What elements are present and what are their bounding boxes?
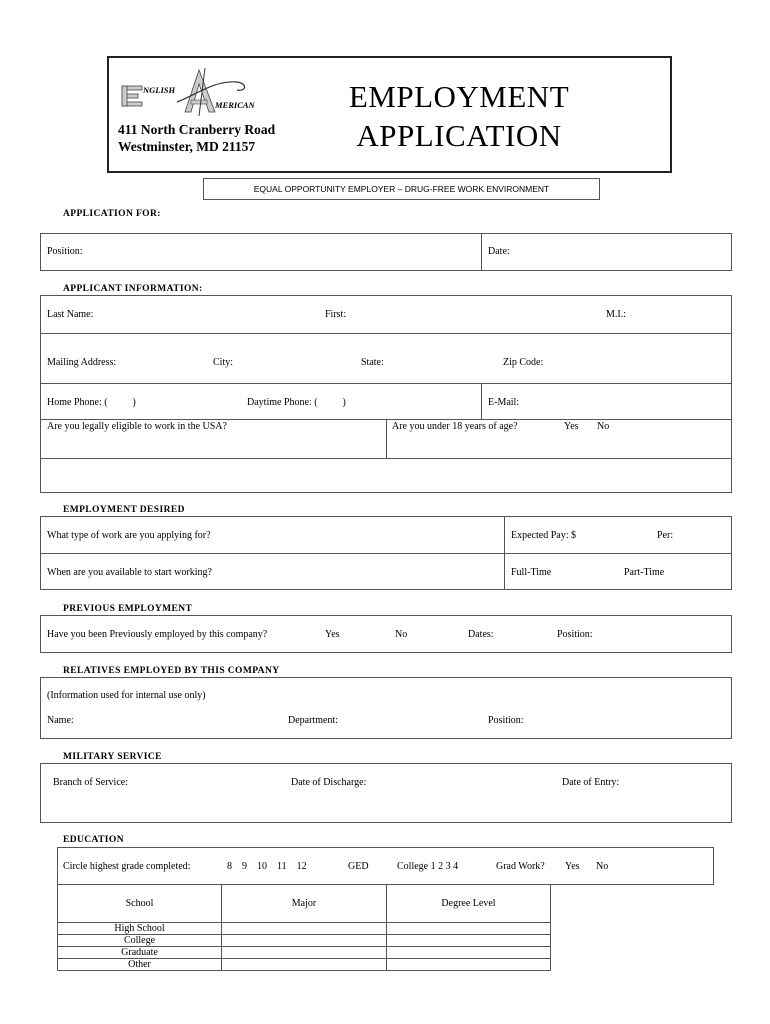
major-cell[interactable]: [222, 935, 387, 947]
application-for-heading: APPLICATION FOR:: [63, 209, 161, 219]
previous-dates-field[interactable]: Dates:: [468, 629, 494, 640]
pay-per-field[interactable]: Per:: [657, 530, 674, 541]
company-logo: [119, 66, 279, 118]
relatives-box: [40, 677, 732, 739]
date-field[interactable]: Date:: [488, 246, 510, 257]
zip-code-field[interactable]: Zip Code:: [503, 357, 544, 368]
part-time-option[interactable]: Part-Time: [624, 567, 665, 578]
relative-position-field[interactable]: Position:: [488, 715, 524, 726]
table-row: [58, 947, 551, 959]
military-box: [40, 763, 732, 823]
city-field[interactable]: City:: [213, 357, 234, 368]
degree-cell[interactable]: [387, 923, 551, 935]
divider: [481, 233, 482, 271]
previous-employment-question: Have you been Previously employed by this company?: [47, 629, 268, 640]
previous-position-field[interactable]: Position:: [557, 629, 593, 640]
email-field[interactable]: E-Mail:: [488, 397, 520, 408]
grade-label: Circle highest grade completed:: [63, 861, 191, 872]
under-18-question: Are you under 18 years of age?: [392, 421, 518, 432]
divider: [481, 383, 482, 419]
address-line-2: Westminster, MD 21157: [118, 139, 256, 154]
state-field[interactable]: State:: [361, 357, 384, 368]
ged-option[interactable]: GED: [348, 861, 369, 872]
branch-of-service-field[interactable]: Branch of Service:: [53, 777, 128, 788]
daytime-phone-field[interactable]: Daytime Phone: ( ): [247, 397, 346, 408]
start-availability-field[interactable]: When are you available to start working?: [47, 567, 212, 578]
degree-cell[interactable]: [387, 935, 551, 947]
row-label-college: College: [58, 935, 222, 947]
last-name-field[interactable]: Last Name:: [47, 309, 94, 320]
table-row: [58, 959, 551, 971]
major-cell[interactable]: [222, 959, 387, 971]
table-row: [58, 923, 551, 935]
relative-department-field[interactable]: Department:: [288, 715, 338, 726]
column-header-school: School: [58, 885, 222, 923]
grad-work-no-option[interactable]: No: [596, 861, 609, 872]
military-heading: MILITARY SERVICE: [63, 752, 162, 762]
divider: [40, 553, 732, 554]
divider: [504, 516, 505, 590]
header-box: [107, 56, 672, 173]
college-years-option[interactable]: College 1 2 3 4: [397, 861, 459, 872]
expected-pay-field[interactable]: Expected Pay: $: [511, 530, 576, 541]
column-header-degree-level: Degree Level: [387, 885, 551, 923]
mailing-address-field[interactable]: Mailing Address:: [47, 357, 117, 368]
middle-initial-field[interactable]: M.I.:: [606, 309, 626, 320]
address-line-1: 411 North Cranberry Road: [118, 122, 276, 137]
logo-word-american: MERICAN: [215, 100, 255, 110]
divider: [40, 333, 732, 334]
degree-cell[interactable]: [387, 947, 551, 959]
major-cell[interactable]: [222, 923, 387, 935]
applicant-info-heading: APPLICANT INFORMATION:: [63, 284, 203, 294]
row-label-high-school: High School: [58, 923, 222, 935]
position-field[interactable]: Position:: [47, 246, 83, 257]
divider: [40, 458, 732, 459]
application-for-box: [40, 233, 732, 271]
full-time-option[interactable]: Full-Time: [511, 567, 552, 578]
logo-word-english: NGLISH: [143, 85, 176, 95]
relatives-heading: RELATIVES EMPLOYED BY THIS COMPANY: [63, 666, 280, 676]
column-header-major: Major: [222, 885, 387, 923]
row-label-graduate: Graduate: [58, 947, 222, 959]
table-row: [58, 935, 551, 947]
relatives-note: (Information used for internal use only): [47, 690, 206, 701]
divider: [40, 383, 732, 384]
date-of-discharge-field[interactable]: Date of Discharge:: [291, 777, 367, 788]
grade-options[interactable]: 8 9 10 11 12: [227, 861, 307, 872]
home-phone-field[interactable]: Home Phone: ( ): [47, 397, 136, 408]
eligibility-question[interactable]: Are you legally eligible to work in the USA?: [47, 421, 227, 432]
work-type-field[interactable]: What type of work are you applying for?: [47, 530, 211, 541]
title-line-2: APPLICATION: [356, 118, 562, 153]
grad-work-question: Grad Work?: [496, 861, 545, 872]
eeo-banner: EQUAL OPPORTUNITY EMPLOYER – DRUG-FREE WORK ENVIRONMENT: [203, 178, 600, 200]
previous-employment-heading: PREVIOUS EMPLOYMENT: [63, 604, 193, 614]
education-heading: EDUCATION: [63, 835, 124, 845]
under-18-yes-option[interactable]: Yes: [564, 421, 579, 432]
employment-desired-heading: EMPLOYMENT DESIRED: [63, 505, 185, 515]
grad-work-yes-option[interactable]: Yes: [565, 861, 580, 872]
divider: [386, 419, 387, 458]
major-cell[interactable]: [222, 947, 387, 959]
under-18-no-option[interactable]: No: [597, 421, 610, 432]
table-header-row: [58, 885, 551, 923]
education-table: [57, 884, 551, 971]
title-line-1: EMPLOYMENT: [348, 79, 570, 114]
degree-cell[interactable]: [387, 959, 551, 971]
first-name-field[interactable]: First:: [325, 309, 347, 320]
previous-yes-option[interactable]: Yes: [325, 629, 340, 640]
previous-no-option[interactable]: No: [395, 629, 408, 640]
date-of-entry-field[interactable]: Date of Entry:: [562, 777, 620, 788]
applicant-info-box: [40, 295, 732, 493]
row-label-other: Other: [58, 959, 222, 971]
relative-name-field[interactable]: Name:: [47, 715, 74, 726]
